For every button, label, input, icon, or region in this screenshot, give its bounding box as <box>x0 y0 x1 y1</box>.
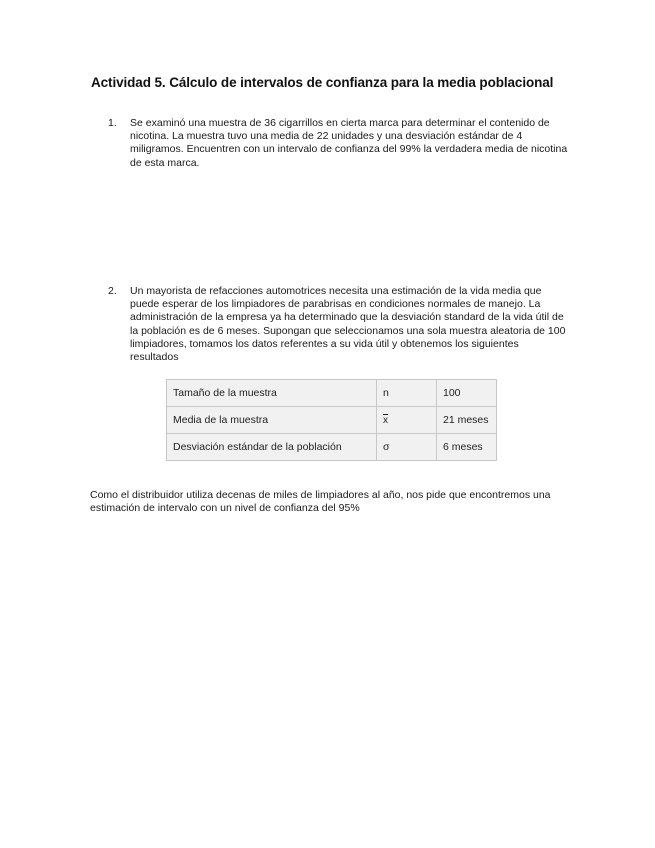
table-cell-label: Desviación estándar de la población <box>167 434 377 461</box>
exercise-text: Un mayorista de refacciones automotrices necesita una estimación de la vida media que puede esperar de los limpiadores de parabrisas en condiciones normales de manejo. La administración de la empresa ya ha determinado que la desviación standard de la vida útil de la población es de 6 meses. Supongan que seleccionamos una sola muestra aleatoria de 100 limpiadores, tomamos los datos referentes a su vida útil y obtenemos los siguientes resultados <box>130 285 566 364</box>
exercise-number: 1. <box>108 117 117 129</box>
table-row <box>167 434 497 461</box>
x-bar-symbol: $\overline{x}$ <box>383 415 388 426</box>
table-cell-label: Media de la muestra <box>167 407 377 434</box>
exercise-text: Se examinó una muestra de 36 cigarrillos en cierta marca para determinar el contenido de nicotina. La muestra tuvo una media de 22 unidades y una desviación estándar de 4 miligramos. Encuentren con un intervalo de confianza del 99% la verdadera media de nicotina de esta marca. <box>130 117 568 169</box>
closing-paragraph: Como el distribuidor utiliza decenas de miles de limpiadores al año, nos pide que encontremos una estimación de intervalo con un nivel de confianza del 95% <box>90 489 551 515</box>
table-cell-label: Tamaño de la muestra <box>167 380 377 407</box>
table-cell-symbol: σ <box>377 434 437 461</box>
exercise-2 <box>108 285 568 365</box>
table-cell-symbol <box>377 407 437 434</box>
table-cell-value: 100 <box>437 380 497 407</box>
table-row <box>167 380 497 407</box>
table-row <box>167 407 497 434</box>
table-cell-value: 21 meses <box>437 407 497 434</box>
exercise-1 <box>108 117 568 177</box>
sample-data-table <box>166 379 497 461</box>
exercise-number: 2. <box>108 285 117 297</box>
table-cell-value: 6 meses <box>437 434 497 461</box>
page-title: Actividad 5. Cálculo de intervalos de confianza para la media poblacional <box>91 75 554 90</box>
table-cell-symbol: n <box>377 380 437 407</box>
